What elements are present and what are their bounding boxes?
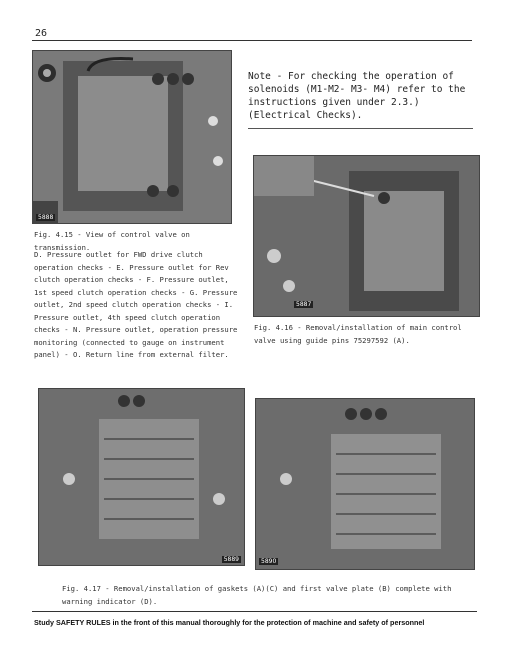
figure-4-17-right-photo [255,398,475,570]
figure-4-17-left-photo-number: 5889 [223,556,239,563]
page-number: 26 [35,28,48,39]
valve-plate-illustration [256,399,474,569]
figure-4-17-caption: Fig. 4.17 - Removal/installation of gaskets (A)(C) and first valve plate (B) complete with warning indicator (D). [62,584,452,606]
figure-4-15-photo-number: 5888 [38,214,54,221]
figure-4-15-legend: D. Pressure outlet for FWD drive clutch operation checks - E. Pressure outlet for Rev clutch operation checks - F. Pressure outlet, 1st speed clutch operation checks - G. Pressure outlet, 2nd speed clutch operation checks - I. Pressure outlet, 4th speed clutch operation checks - N. Pressure outlet, operation pressure monitoring (connected to gauge on instrument panel) - O. Return line from external filter. [34,250,238,359]
note-divider [248,128,473,129]
guide-pins-illustration [254,156,479,316]
safety-footer: Study SAFETY RULES in the front of this manual thoroughly for the protection of machine and safety of personnel [34,618,425,627]
figure-4-16-photo-number: 5887 [296,301,312,308]
bottom-divider [32,611,477,612]
figure-4-15-photo [32,50,232,224]
figure-4-17-left-photo [38,388,245,566]
gaskets-illustration [39,389,244,565]
control-valve-illustration [33,51,231,223]
solenoid-note: Note - For checking the operation of solenoids (M1-M2- M3- M4) refer to the instructions given under 2.3.) (Electrical Checks). [248,71,466,121]
figure-4-16-caption: Fig. 4.16 - Removal/installation of main control valve using guide pins 75297592 (A). [254,323,462,345]
top-divider [32,40,472,41]
figure-4-15-caption: Fig. 4.15 - View of control valve on transmission. [34,230,190,252]
figure-4-16-photo [253,155,480,317]
figure-4-17-right-photo-number: 5890 [261,558,277,565]
